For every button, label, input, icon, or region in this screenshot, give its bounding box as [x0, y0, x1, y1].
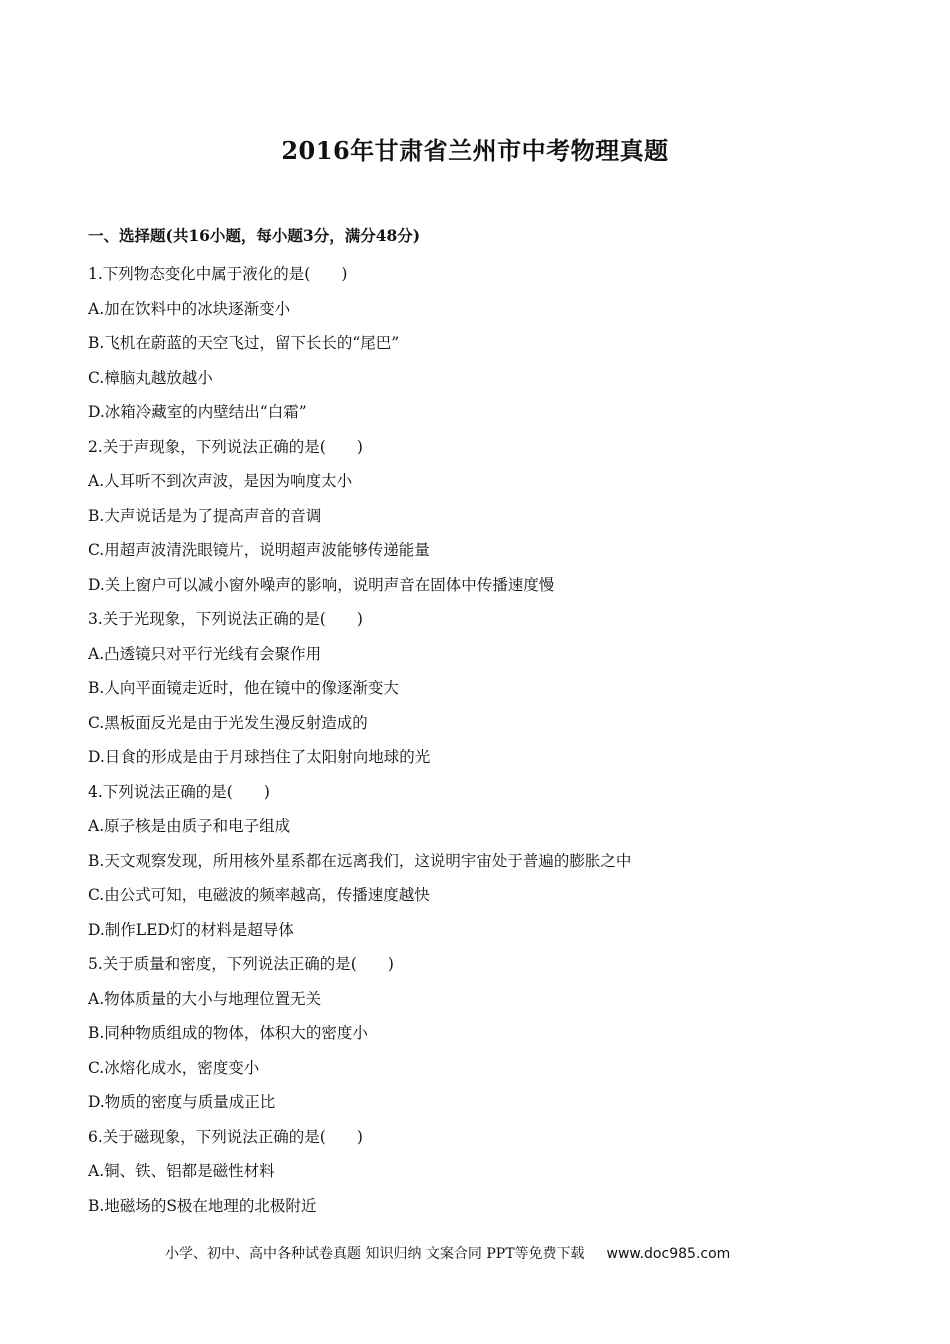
option-2a: A.人耳听不到次声波，是因为响度太小 [88, 472, 353, 490]
option-3d: D.日食的形成是由于月球挡住了太阳射向地球的光 [88, 748, 431, 766]
option-2d: D.关上窗户可以减小窗外噪声的影响，说明声音在固体中传播速度慢 [88, 575, 555, 594]
option-5d: D.物质的密度与质量成正比 [88, 1093, 276, 1111]
option-5a: A.物体质量的大小与地理位置无关 [88, 989, 322, 1008]
option-5c: C.冰熔化成水，密度变小 [88, 1058, 260, 1077]
section-heading: 一、选择题(共16小题，每小题3分，满分48分) [88, 226, 421, 245]
option-4d: D.制作LED灯的材料是超导体 [88, 920, 294, 939]
document-body [88, 222, 888, 1223]
footer-url: www.doc985.com [606, 1246, 731, 1262]
option-2b: B.大声说话是为了提高声音的音调 [88, 506, 322, 525]
question-3: 3.关于光现象，下列说法正确的是( ) [88, 610, 363, 628]
question-6: 6.关于磁现象，下列说法正确的是( ) [88, 1127, 363, 1146]
option-4a: A.原子核是由质子和电子组成 [88, 817, 291, 835]
option-1d: D.冰箱冷藏室的内壁结出“白霜” [88, 403, 307, 421]
option-4b: B.天文观察发现，所用核外星系都在远离我们，这说明宇宙处于普遍的膨胀之中 [88, 851, 632, 870]
question-2: 2.关于声现象，下列说法正确的是( ) [88, 437, 363, 456]
option-2c: C.用超声波清洗眼镜片，说明超声波能够传递能量 [88, 541, 430, 559]
option-1b: B.飞机在蔚蓝的天空飞过，留下长长的“尾巴” [88, 334, 400, 352]
page-title: 2016年甘肃省兰州市中考物理真题 [281, 136, 669, 165]
option-3c: C.黑板面反光是由于光发生漫反射造成的 [88, 713, 368, 732]
option-4c: C.由公式可知，电磁波的频率越高，传播速度越快 [88, 886, 430, 904]
question-4: 4.下列说法正确的是( ) [88, 782, 270, 801]
option-3b: B.人向平面镜走近时，他在镜中的像逐渐变大 [88, 679, 399, 697]
option-1c: C.樟脑丸越放越小 [88, 368, 213, 387]
page-footer [165, 1243, 730, 1265]
footer-text: 小学、初中、高中各种试卷真题 知识归纳 文案合同 PPT等免费下载 [165, 1246, 585, 1262]
question-5: 5.关于质量和密度，下列说法正确的是( ) [88, 955, 394, 973]
option-6a: A.铜、铁、铝都是磁性材料 [88, 1162, 275, 1180]
question-1: 1.下列物态变化中属于液化的是( ) [88, 265, 348, 283]
option-6b: B.地磁场的S极在地理的北极附近 [88, 1196, 317, 1215]
option-5b: B.同种物质组成的物体，体积大的密度小 [88, 1024, 368, 1042]
option-3a: A.凸透镜只对平行光线有会聚作用 [88, 644, 322, 663]
option-1a: A.加在饮料中的冰块逐渐变小 [88, 299, 291, 318]
